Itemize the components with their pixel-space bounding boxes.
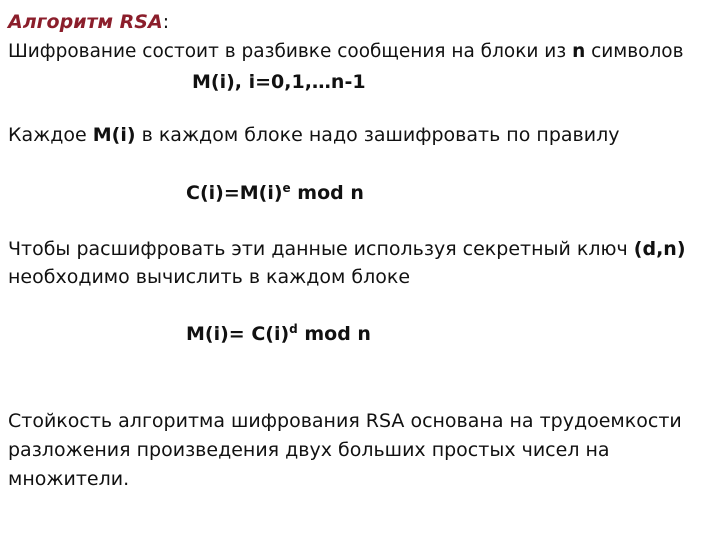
variable-n: n: [572, 41, 586, 62]
paragraph-text: в каждом блоке надо зашифровать по правилу: [135, 124, 620, 146]
paragraph-strength-line1: Стойкость алгоритма шифрования RSA основана на трудоемкости: [8, 410, 682, 432]
formula-exponent: d: [289, 322, 298, 336]
slide-title-colon: :: [162, 11, 170, 33]
paragraph-encrypt-rule: [8, 123, 619, 147]
paragraph-block-split: [8, 40, 684, 64]
variable-mi: M(i): [92, 124, 136, 146]
paragraph-strength-line2: разложения произведения двух больших простых чисел на: [8, 439, 610, 461]
slide-title: [8, 10, 169, 34]
paragraph-text: Чтобы расшифровать эти данные используя секретный ключ: [8, 238, 634, 260]
paragraph-text: Шифрование состоит в разбивке сообщения на блоки из: [8, 41, 573, 62]
paragraph-text: символов: [585, 41, 684, 62]
formula-rhs: mod n: [297, 323, 371, 345]
formula-lhs: C(i)=M(i): [186, 182, 283, 204]
slide-title-label: Алгоритм RSA: [8, 11, 163, 33]
formula-block-index: M(i), i=0,1,…n-1: [192, 71, 366, 93]
formula-decrypt: [186, 322, 371, 346]
paragraph-strength-line3: множители.: [8, 468, 130, 490]
paragraph-text: Каждое: [8, 124, 93, 146]
formula-rhs: mod n: [290, 182, 364, 204]
paragraph-decrypt-line1: [8, 237, 686, 261]
secret-key: (d,n): [633, 238, 686, 260]
formula-encrypt: [186, 181, 364, 205]
formula-exponent: e: [282, 181, 291, 195]
formula-lhs: M(i)= C(i): [186, 323, 290, 345]
paragraph-decrypt-line2: необходимо вычислить в каждом блоке: [8, 266, 411, 288]
